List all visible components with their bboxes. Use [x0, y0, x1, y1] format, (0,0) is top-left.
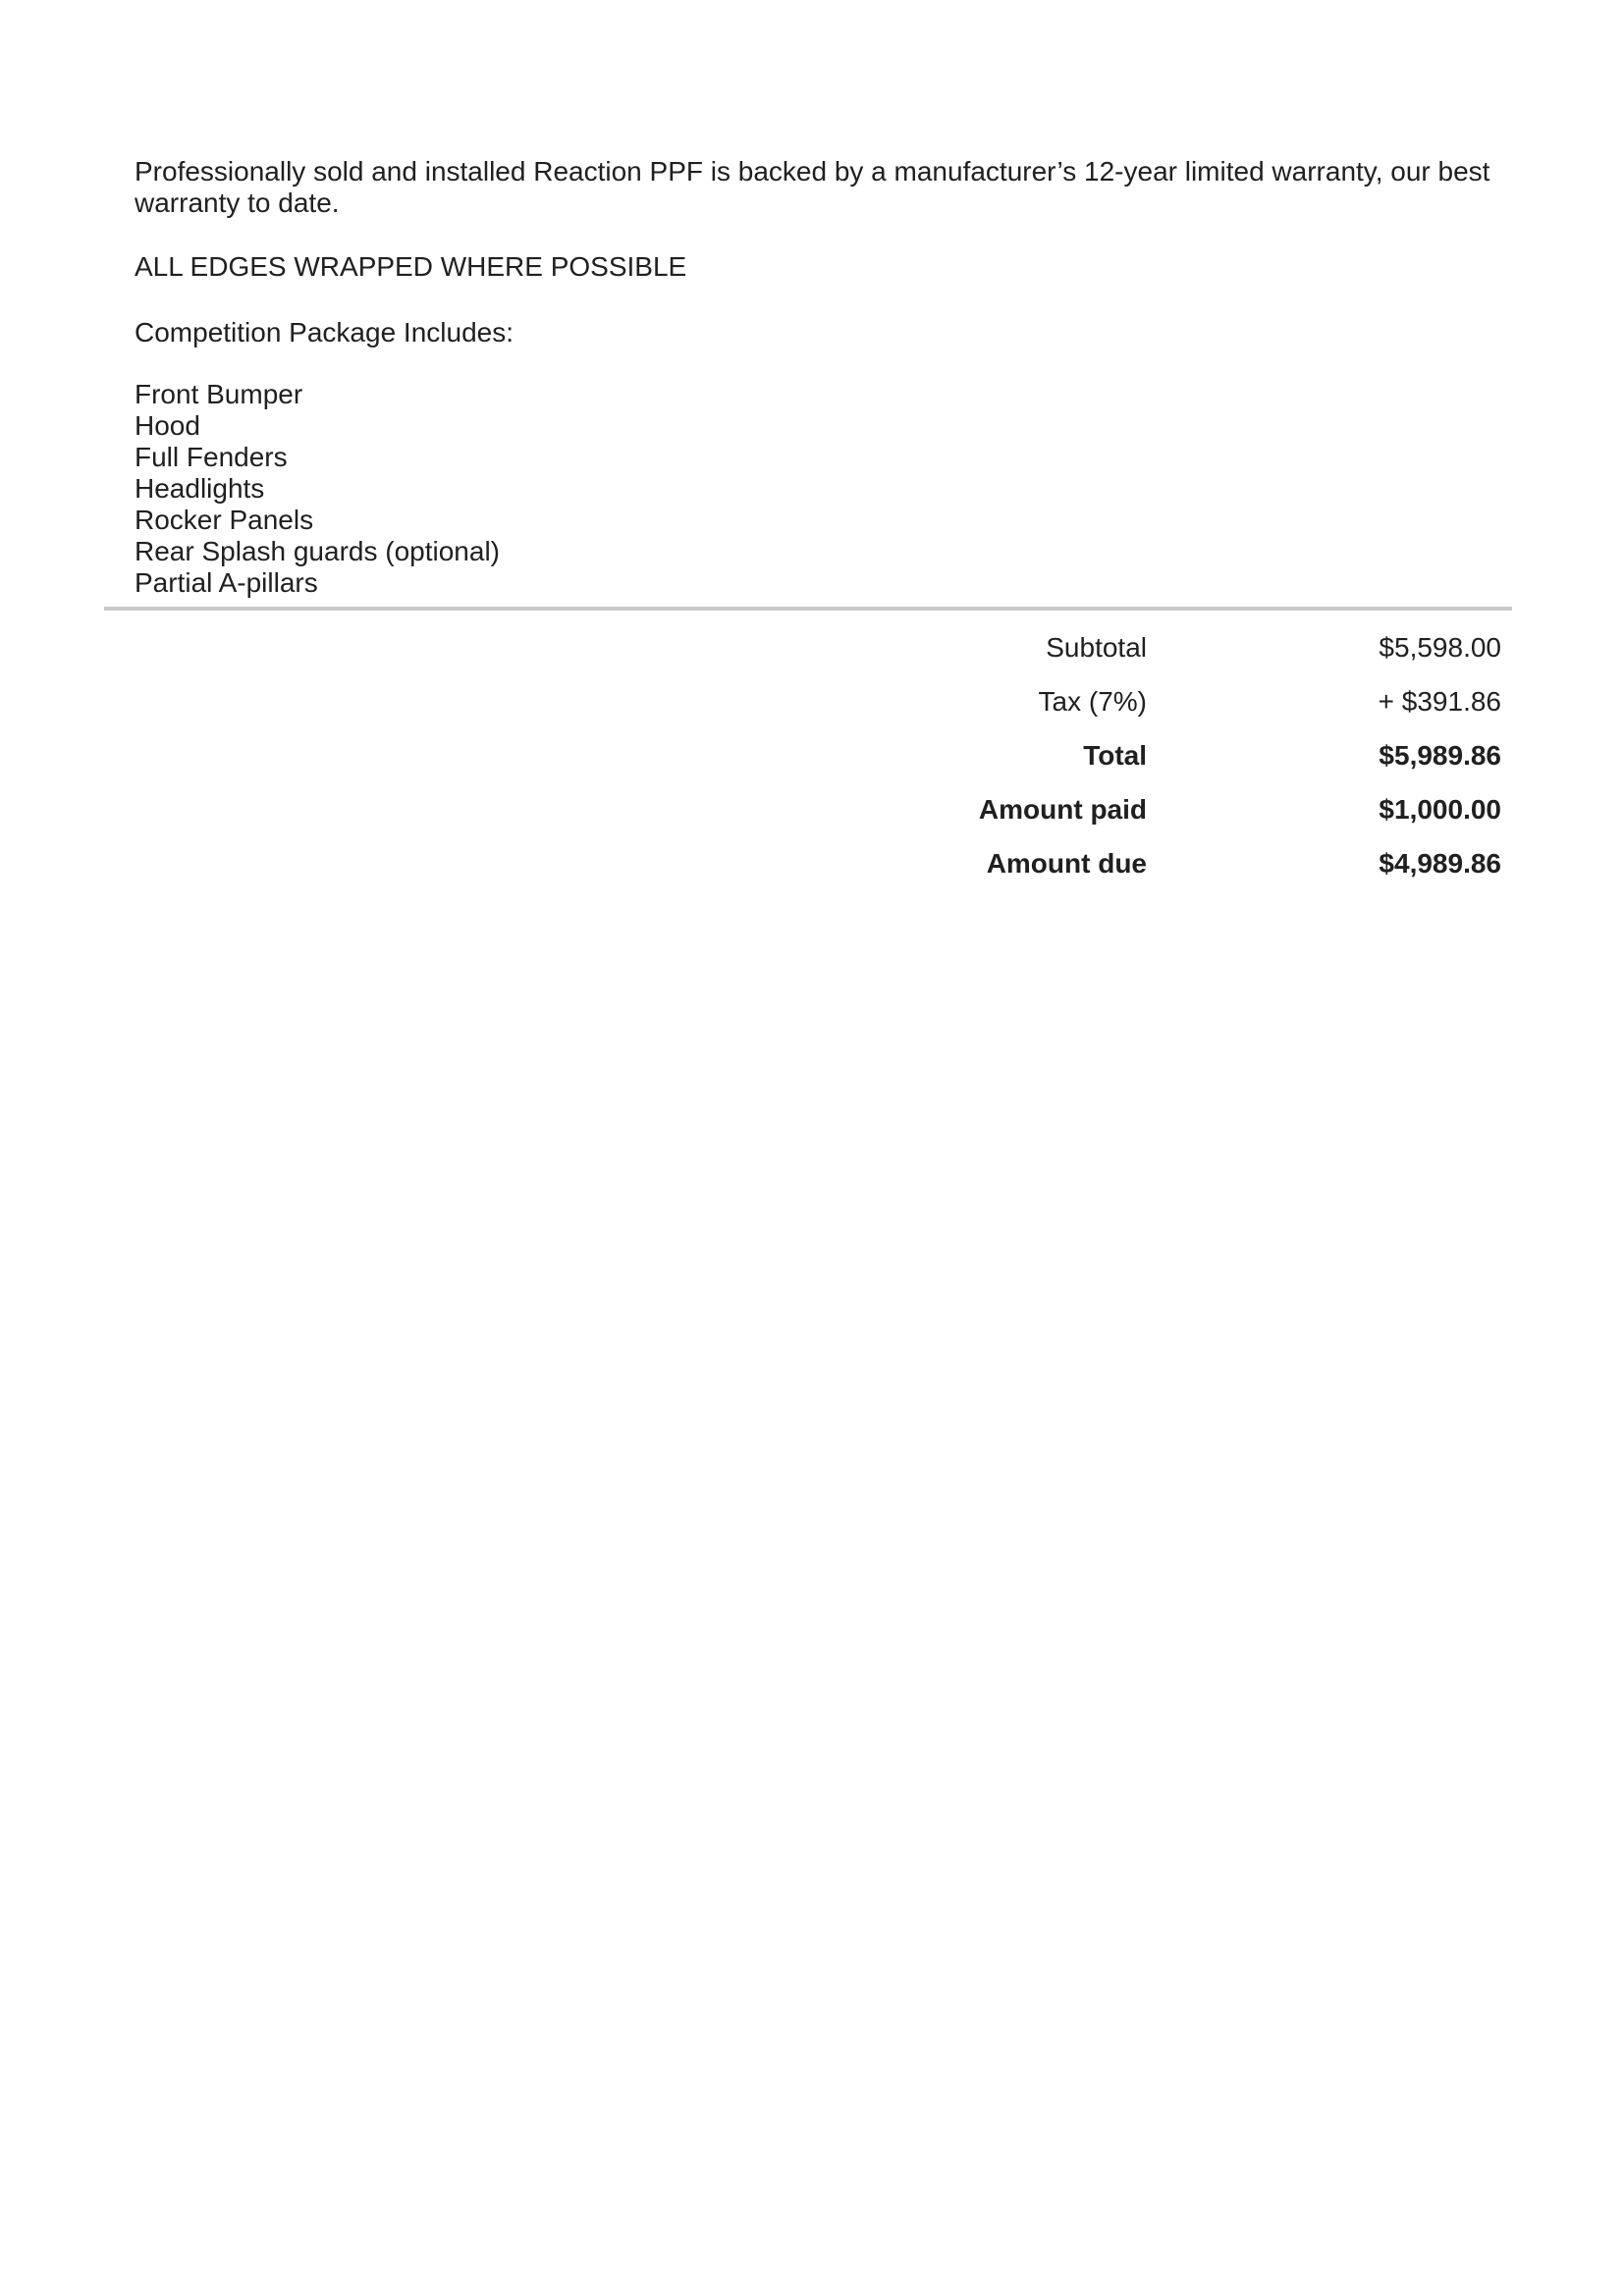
total-label: Total [1083, 739, 1147, 771]
subtotal-value: $5,598.00 [1379, 631, 1501, 663]
edges-note: ALL EDGES WRAPPED WHERE POSSIBLE [135, 251, 687, 282]
total-value: $5,989.86 [1379, 739, 1501, 771]
package-item: Headlights [135, 473, 265, 504]
totals-section [135, 620, 1501, 890]
totals-row-subtotal [135, 620, 1501, 674]
package-item: Partial A-pillars [135, 567, 318, 598]
package-item: Rocker Panels [135, 505, 314, 535]
amount-due-value: $4,989.86 [1379, 847, 1501, 879]
package-item: Front Bumper [135, 379, 303, 409]
package-item: Full Fenders [135, 442, 288, 472]
package-item: Hood [135, 410, 200, 441]
amount-due-label: Amount due [986, 847, 1147, 879]
totals-row-amount-paid [135, 782, 1501, 836]
subtotal-label: Subtotal [1046, 631, 1147, 663]
tax-value: + $391.86 [1378, 685, 1501, 717]
totals-divider [104, 607, 1512, 611]
package-list [135, 379, 1529, 599]
warranty-note: Professionally sold and installed Reaction PPF is backed by a manufacturer’s 12-year limited warranty, our best warranty to date. [135, 156, 1490, 218]
amount-paid-value: $1,000.00 [1379, 793, 1501, 825]
package-item: Rear Splash guards (optional) [135, 536, 500, 566]
totals-row-tax [135, 674, 1501, 728]
package-heading: Competition Package Includes: [135, 317, 514, 347]
totals-row-total [135, 728, 1501, 782]
totals-row-amount-due [135, 836, 1501, 890]
amount-paid-label: Amount paid [978, 793, 1147, 825]
tax-label: Tax (7%) [1038, 685, 1147, 717]
